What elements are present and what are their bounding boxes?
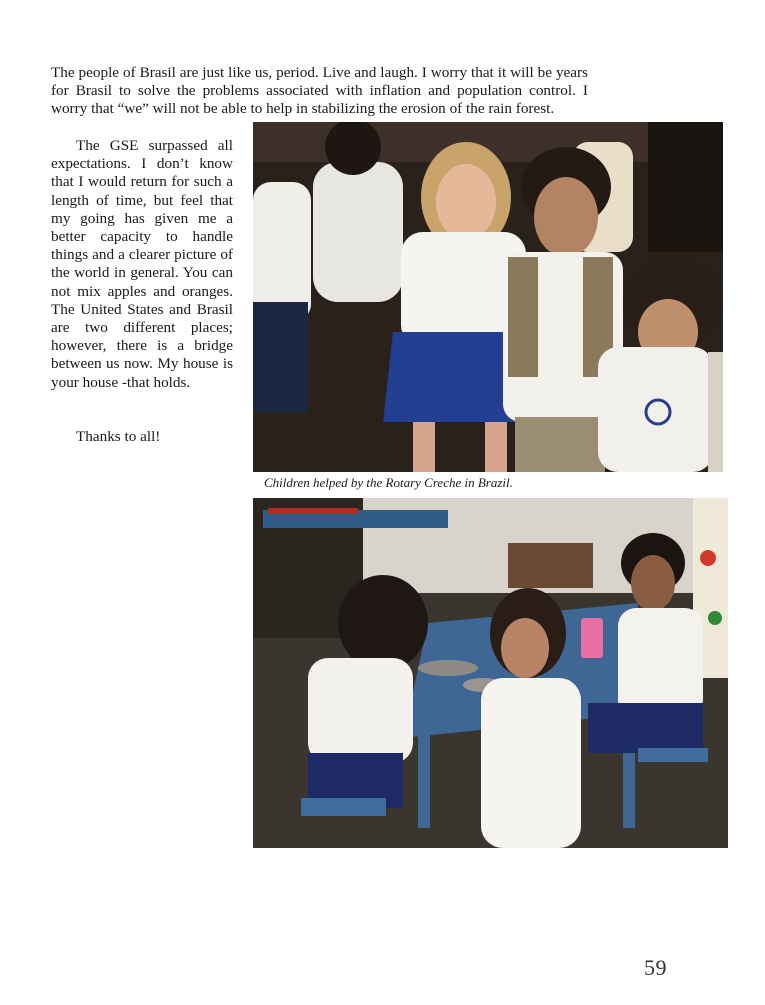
- photo-children-at-table: [253, 498, 728, 848]
- photo-children-standing: [253, 122, 723, 472]
- body-paragraph-3: Thanks to all!: [76, 428, 161, 445]
- page-number: 59: [644, 955, 667, 980]
- body-paragraph-1: The people of Brasil are just like us, period. Live and laugh. I worry that it will be years for Brasil to solve the problems associated with inflation and population control. I worry that “we” will not be able to help in stabilizing the erosion of the rain forest.: [51, 64, 588, 118]
- body-paragraph-2: The GSE surpassed all expectations. I don’t know that I would return for such a length of time, but feel that my going has given me a better capacity to handle things and a clearer picture of the world in general. You can not mix apples and oranges. The United States and Brasil are two different places; however, there is a bridge between us now. My house is your house -that holds.: [51, 137, 233, 391]
- photo-caption: Children helped by the Rotary Creche in Brazil.: [264, 475, 513, 490]
